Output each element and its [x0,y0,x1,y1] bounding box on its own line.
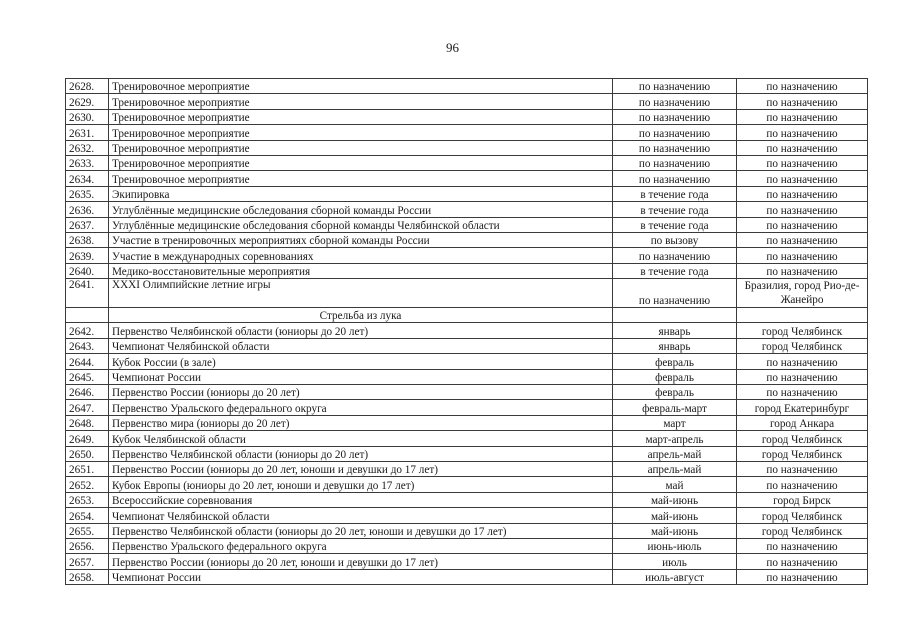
table-row [66,431,868,446]
event-date: в течение года [613,263,737,278]
row-number: 2632. [66,140,109,155]
row-number: 2649. [66,431,109,446]
row-number: 2648. [66,415,109,430]
event-location: по назначению [737,554,868,569]
event-date: апрель-май [613,446,737,461]
event-name: Кубок Европы (юниоры до 20 лет, юноши и девушки до 17 лет) [109,477,613,492]
event-date: по назначению [613,94,737,109]
event-date: по вызову [613,232,737,247]
event-name: Медико-восстановительные мероприятия [109,263,613,278]
event-location: город Челябинск [737,431,868,446]
event-name: Первенство Челябинской области (юниоры до 20 лет) [109,323,613,338]
table-row [66,538,868,553]
table-row [66,523,868,538]
event-date: февраль [613,354,737,369]
event-date: февраль [613,369,737,384]
event-date: по назначению [613,248,737,263]
event-location: по назначению [737,232,868,247]
event-date: по назначению [613,79,737,94]
event-date: в течение года [613,202,737,217]
event-location: по назначению [737,94,868,109]
table-row [66,79,868,94]
event-date: май [613,477,737,492]
event-location: по назначению [737,369,868,384]
row-number: 2635. [66,186,109,201]
event-date: январь [613,338,737,353]
row-number: 2636. [66,202,109,217]
event-location: по назначению [737,125,868,140]
row-number: 2651. [66,461,109,476]
section-header-row [66,308,868,323]
table-row [66,232,868,247]
table-row [66,217,868,232]
table-row [66,554,868,569]
section-title: Стрельба из лука [109,308,613,323]
event-location: по назначению [737,202,868,217]
event-location: по назначению [737,155,868,170]
event-name: Первенство Уральского федерального округа [109,538,613,553]
event-name: Кубок России (в зале) [109,354,613,369]
event-location: город Челябинск [737,323,868,338]
table-row [66,155,868,170]
row-number: 2628. [66,79,109,94]
row-number: 2638. [66,232,109,247]
event-name: Первенство Челябинской области (юниоры до 20 лет) [109,446,613,461]
event-location: город Челябинск [737,523,868,538]
row-number: 2647. [66,400,109,415]
row-number: 2629. [66,94,109,109]
event-date: июль [613,554,737,569]
table-row [66,140,868,155]
row-number: 2640. [66,263,109,278]
event-date: июнь-июль [613,538,737,553]
event-location: Бразилия, город Рио-де-Жанейро [737,279,868,308]
table-row [66,338,868,353]
event-name: Всероссийские соревнования [109,492,613,507]
event-name: Чемпионат России [109,369,613,384]
event-name: Чемпионат России [109,569,613,584]
event-date: январь [613,323,737,338]
event-name: Первенство России (юниоры до 20 лет) [109,385,613,400]
event-location: по назначению [737,477,868,492]
event-location: по назначению [737,461,868,476]
row-number: 2646. [66,385,109,400]
event-location: по назначению [737,354,868,369]
table-row [66,369,868,384]
event-date: май-июнь [613,523,737,538]
row-number: 2631. [66,125,109,140]
row-number: 2641. [66,279,109,308]
table-row [66,492,868,507]
row-number: 2655. [66,523,109,538]
event-name: Первенство Челябинской области (юниоры до 20 лет, юноши и девушки до 17 лет) [109,523,613,538]
event-date: по назначению [613,140,737,155]
event-date: по назначению [613,171,737,186]
event-name: Чемпионат Челябинской области [109,338,613,353]
event-name: Участие в тренировочных мероприятиях сборной команды России [109,232,613,247]
event-date: по назначению [613,279,737,308]
event-name: Тренировочное мероприятие [109,94,613,109]
table-row [66,385,868,400]
event-name: Тренировочное мероприятие [109,140,613,155]
event-date: по назначению [613,125,737,140]
event-name: Кубок Челябинской области [109,431,613,446]
section-when-cell [613,308,737,323]
event-location: по назначению [737,263,868,278]
event-name: Тренировочное мероприятие [109,171,613,186]
row-number: 2637. [66,217,109,232]
event-name: Тренировочное мероприятие [109,79,613,94]
row-number: 2652. [66,477,109,492]
event-name: Тренировочное мероприятие [109,109,613,124]
event-location: город Челябинск [737,446,868,461]
page-number: 96 [446,40,459,55]
event-location: по назначению [737,79,868,94]
event-name: Первенство Уральского федерального округа [109,400,613,415]
event-location: по назначению [737,217,868,232]
row-number: 2657. [66,554,109,569]
events-table [65,78,868,585]
table-row [66,279,868,308]
event-location: по назначению [737,538,868,553]
event-name: Тренировочное мероприятие [109,125,613,140]
event-name: Углублённые медицинские обследования сборной команды России [109,202,613,217]
event-location: город Екатеринбург [737,400,868,415]
event-date: май-июнь [613,508,737,523]
section-num-cell [66,308,109,323]
event-location: по назначению [737,385,868,400]
event-date: март-апрель [613,431,737,446]
event-date: в течение года [613,217,737,232]
event-name: Первенство России (юниоры до 20 лет, юноши и девушки до 17 лет) [109,554,613,569]
event-name: Первенство России (юниоры до 20 лет, юноши и девушки до 17 лет) [109,461,613,476]
event-date: по назначению [613,109,737,124]
row-number: 2645. [66,369,109,384]
event-location: по назначению [737,186,868,201]
event-name: Углублённые медицинские обследования сборной команды Челябинской области [109,217,613,232]
table-row [66,109,868,124]
table-row [66,263,868,278]
event-location: город Анкара [737,415,868,430]
row-number: 2644. [66,354,109,369]
row-number: 2654. [66,508,109,523]
event-location: по назначению [737,109,868,124]
event-location: город Челябинск [737,508,868,523]
event-name: Чемпионат Челябинской области [109,508,613,523]
table-row [66,186,868,201]
row-number: 2643. [66,338,109,353]
table-row [66,508,868,523]
table-row [66,477,868,492]
table-row [66,248,868,263]
row-number: 2650. [66,446,109,461]
row-number: 2658. [66,569,109,584]
table-row [66,354,868,369]
table-row [66,569,868,584]
event-date: февраль [613,385,737,400]
table-row [66,446,868,461]
event-location: по назначению [737,171,868,186]
event-name: Участие в международных соревнованиях [109,248,613,263]
event-location: по назначению [737,248,868,263]
event-date: май-июнь [613,492,737,507]
table-row [66,125,868,140]
events-table-body [66,79,868,585]
row-number: 2634. [66,171,109,186]
row-number: 2633. [66,155,109,170]
row-number: 2639. [66,248,109,263]
table-row [66,94,868,109]
table-row [66,400,868,415]
table-row [66,461,868,476]
row-number: 2642. [66,323,109,338]
row-number: 2653. [66,492,109,507]
event-location: город Челябинск [737,338,868,353]
table-row [66,202,868,217]
event-name: XXXI Олимпийские летние игры [109,279,613,308]
table-row [66,171,868,186]
event-name: Экипировка [109,186,613,201]
table-row [66,415,868,430]
event-name: Тренировочное мероприятие [109,155,613,170]
event-name: Первенство мира (юниоры до 20 лет) [109,415,613,430]
event-date: в течение года [613,186,737,201]
table-row [66,323,868,338]
event-date: по назначению [613,155,737,170]
event-date: апрель-май [613,461,737,476]
event-location: город Бирск [737,492,868,507]
event-date: март [613,415,737,430]
section-where-cell [737,308,868,323]
event-location: по назначению [737,569,868,584]
event-date: февраль-март [613,400,737,415]
event-date: июль-август [613,569,737,584]
row-number: 2630. [66,109,109,124]
event-location: по назначению [737,140,868,155]
row-number: 2656. [66,538,109,553]
